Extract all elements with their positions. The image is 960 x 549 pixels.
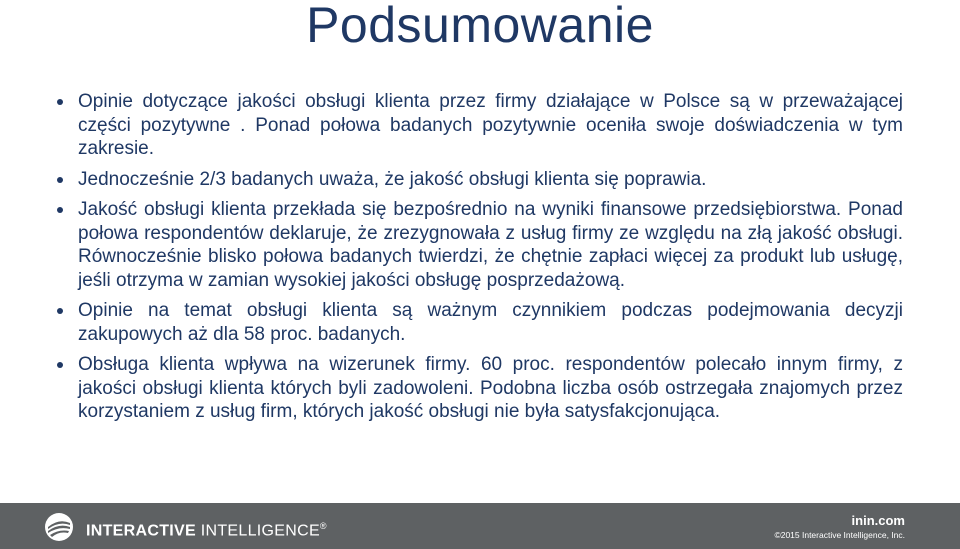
bullet-item: [55, 90, 903, 161]
bullet-item: [55, 353, 903, 424]
slide-title: Podsumowanie: [306, 0, 654, 53]
bullet-text: Opinie dotyczące jakości obsługi klienta przez firmy działające w Polsce są w przeważającej części pozytywne . Ponad połowa badanych pozytywnie oceniła swoje doświadczenia w tym zakresie.: [78, 91, 903, 159]
bullet-dot-icon: [57, 308, 63, 314]
brand-name-bold: INTERACTIVE: [86, 522, 196, 540]
bullet-dot-icon: [57, 177, 63, 183]
interactive-intelligence-logo-icon: [44, 512, 74, 542]
bullet-text: Obsługa klienta wpływa na wizerunek firmy. 60 proc. respondentów polecało innym firmy, z jakości obsługi klienta których byli zadowoleni. Podobna liczba osób ostrzegała znajomych przez korzystaniem z usług firm, których jakość obsługi nie była satysfakcjonująca.: [78, 354, 903, 422]
brand-name-rest: INTELLIGENCE: [195, 522, 320, 540]
bullet-item: [55, 168, 903, 192]
bullet-text: Jednocześnie 2/3 badanych uważa, że jakość obsługi klienta się poprawia.: [78, 168, 707, 190]
bullet-dot-icon: [57, 207, 63, 213]
bullet-dot-icon: [57, 99, 63, 105]
bullet-list: [55, 90, 903, 431]
footer-website: inin.com: [851, 513, 905, 528]
bullet-item: [55, 299, 903, 346]
bullet-dot-icon: [57, 362, 63, 368]
footer-copyright: ©2015 Interactive Intelligence, Inc.: [774, 530, 905, 540]
brand-registered-mark: ®: [319, 521, 327, 531]
brand-name: [86, 517, 327, 540]
bullet-item: [55, 198, 903, 292]
bullet-text: Opinie na temat obsługi klienta są ważnym czynnikiem podczas podejmowania decyzji zakupowych aż dla 58 proc. badanych.: [78, 300, 903, 345]
bullet-text: Jakość obsługi klienta przekłada się bezpośrednio na wyniki finansowe przedsiębiorstwa. Ponad połowa respondentów deklaruje, że zrezygnowała z usług firmy ze względu na złą jakość obsługi. Równocześnie blisko połowa badanych twierdzi, że chętnie zapłaci więcej za produkt lub usługę, jeśli otrzyma w zamian wysokiej jakości obsługę posprzedażową.: [78, 199, 903, 291]
footer-bar: [0, 503, 960, 549]
